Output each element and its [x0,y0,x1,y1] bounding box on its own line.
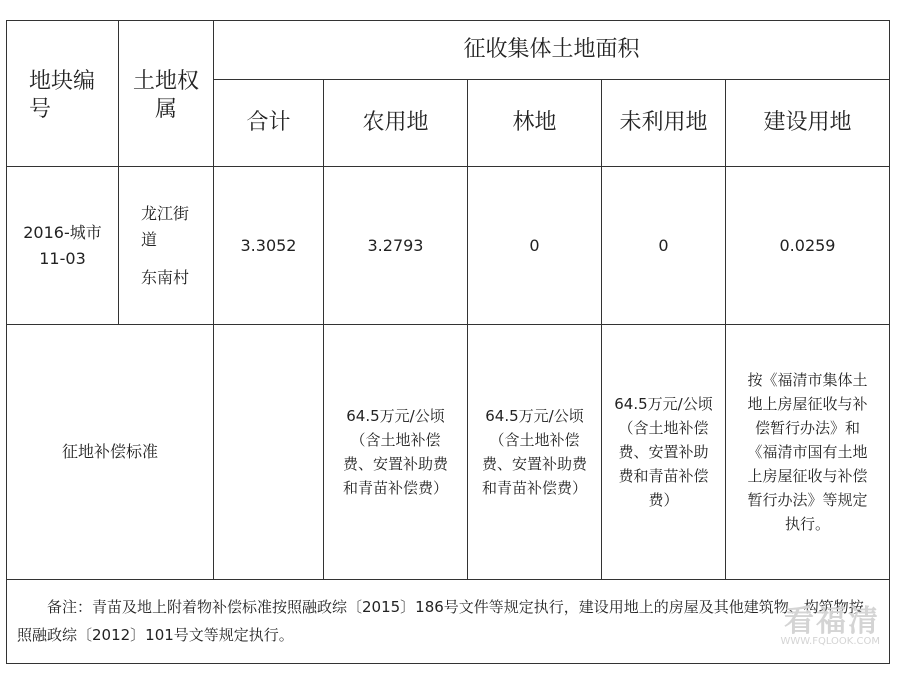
unused-compensation-cell: 64.5万元/公顷（含土地补偿费、安置补助费和青苗补偿费） [614,395,713,509]
compensation-label-cell: 征地补偿标准 [61,442,158,461]
row-divider [7,579,889,580]
watermark-logo: 看福清 [784,604,880,639]
construction-compensation-cell: 按《福清市集体土地上房屋征收与补偿暂行办法》和《福清市国有土地上房屋征收与补偿暂行办法》等规定执行。 [747,371,868,533]
header-col-total: 合计 [246,110,291,135]
land-acquisition-table [6,20,890,664]
farmland-area-cell: 3.2793 [367,235,424,255]
header-col-farmland: 农用地 [362,110,429,135]
unused-area-cell: 0 [658,235,669,255]
watermark-url: WWW.FQLOOK.COM [780,636,880,647]
header-area-group: 征收集体土地面积 [463,37,640,62]
header-plot-no: 地块编号 [29,69,96,122]
total-area-cell: 3.3052 [240,235,297,255]
header-ownership: 土地权属 [132,69,199,122]
ownership-cell: 龙江街道 东南村 [141,203,190,287]
header-col-forest: 林地 [512,110,557,135]
forest-area-cell: 0 [529,235,540,255]
header-col-construction: 建设用地 [763,110,852,135]
remark-note: 备注：青苗及地上附着物补偿标准按照融政综〔2015〕186号文件等规定执行，建设用地上的房屋及其他建筑物、构筑物按照融政综〔2012〕101号文等规定执行。 [17,598,864,644]
forest-compensation-cell: 64.5万元/公顷（含土地补偿费、安置补助费和青苗补偿费） [481,407,587,497]
farmland-compensation-cell: 64.5万元/公顷（含土地补偿费、安置补助费和青苗补偿费） [342,407,448,497]
plot-number-cell: 2016-城市11-03 [23,222,102,268]
header-col-unused: 未利用地 [619,110,708,135]
construction-area-cell: 0.0259 [779,235,836,255]
